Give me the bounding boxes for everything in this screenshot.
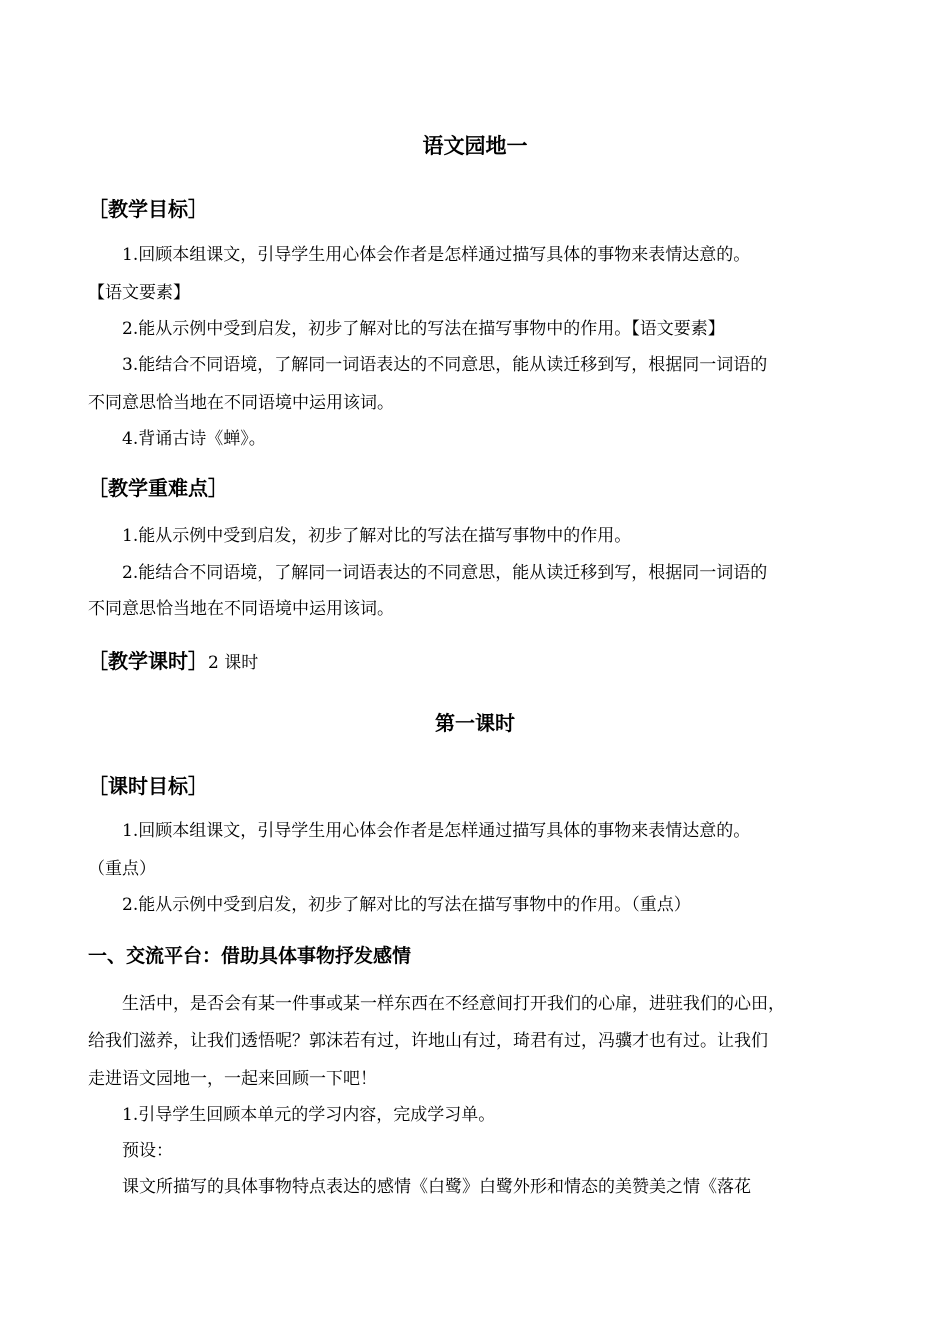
goal-line: 2.能从示例中受到启发，初步了解对比的写法在描写事物中的作用。【语文要素】	[122, 319, 725, 339]
key-points-heading: ［教学重难点］	[88, 476, 228, 500]
page-title: 语文园地一	[422, 133, 528, 158]
lesson-goals-heading: ［课时目标］	[88, 774, 208, 798]
part-one-heading: 一、交流平台：借助具体事物抒发感情	[88, 945, 412, 967]
goal-line: 3.能结合不同语境，了解同一词语表达的不同意思，能从读迁移到写，根据同一词语的	[122, 355, 768, 375]
teaching-hours-value: 2 课时	[208, 653, 259, 673]
lesson-goal-line: 2.能从示例中受到启发，初步了解对比的写法在描写事物中的作用。（重点）	[122, 895, 691, 915]
goal-line: 4.背诵古诗《蝉》。	[122, 429, 266, 449]
paragraph-line: 给我们滋养，让我们透悟呢？郭沫若有过，许地山有过，琦君有过，冯骥才也有过。让我们	[88, 1031, 768, 1051]
key-point-line: 不同意思恰当地在不同语境中运用该词。	[88, 599, 394, 619]
key-point-line: 1.能从示例中受到启发，初步了解对比的写法在描写事物中的作用。	[122, 526, 632, 546]
lesson-one-title: 第一课时	[435, 711, 515, 735]
lesson-goal-line: （重点）	[88, 859, 156, 879]
paragraph-line: 课文所描写的具体事物特点表达的感情《白鹭》白鹭外形和情态的美赞美之情《落花	[122, 1177, 751, 1197]
goal-line: 不同意思恰当地在不同语境中运用该词。	[88, 393, 394, 413]
paragraph-line: 生活中，是否会有某一件事或某一样东西在不经意间打开我们的心扉，进驻我们的心田，	[122, 994, 785, 1014]
teaching-hours-label: ［教学课时］	[88, 649, 208, 673]
paragraph-line: 走进语文园地一，一起来回顾一下吧！	[88, 1069, 377, 1089]
teaching-goals-heading: ［教学目标］	[88, 197, 208, 221]
key-point-line: 2.能结合不同语境，了解同一词语表达的不同意思，能从读迁移到写，根据同一词语的	[122, 563, 768, 583]
goal-line: 1.回顾本组课文，引导学生用心体会作者是怎样通过描写具体的事物来表情达意的。	[122, 245, 751, 265]
paragraph-line: 1.引导学生回顾本单元的学习内容，完成学习单。	[122, 1105, 496, 1125]
goal-line: 【语文要素】	[88, 283, 190, 303]
lesson-goal-line: 1.回顾本组课文，引导学生用心体会作者是怎样通过描写具体的事物来表情达意的。	[122, 821, 751, 841]
teaching-hours-heading	[88, 645, 258, 674]
paragraph-line: 预设：	[122, 1141, 173, 1161]
